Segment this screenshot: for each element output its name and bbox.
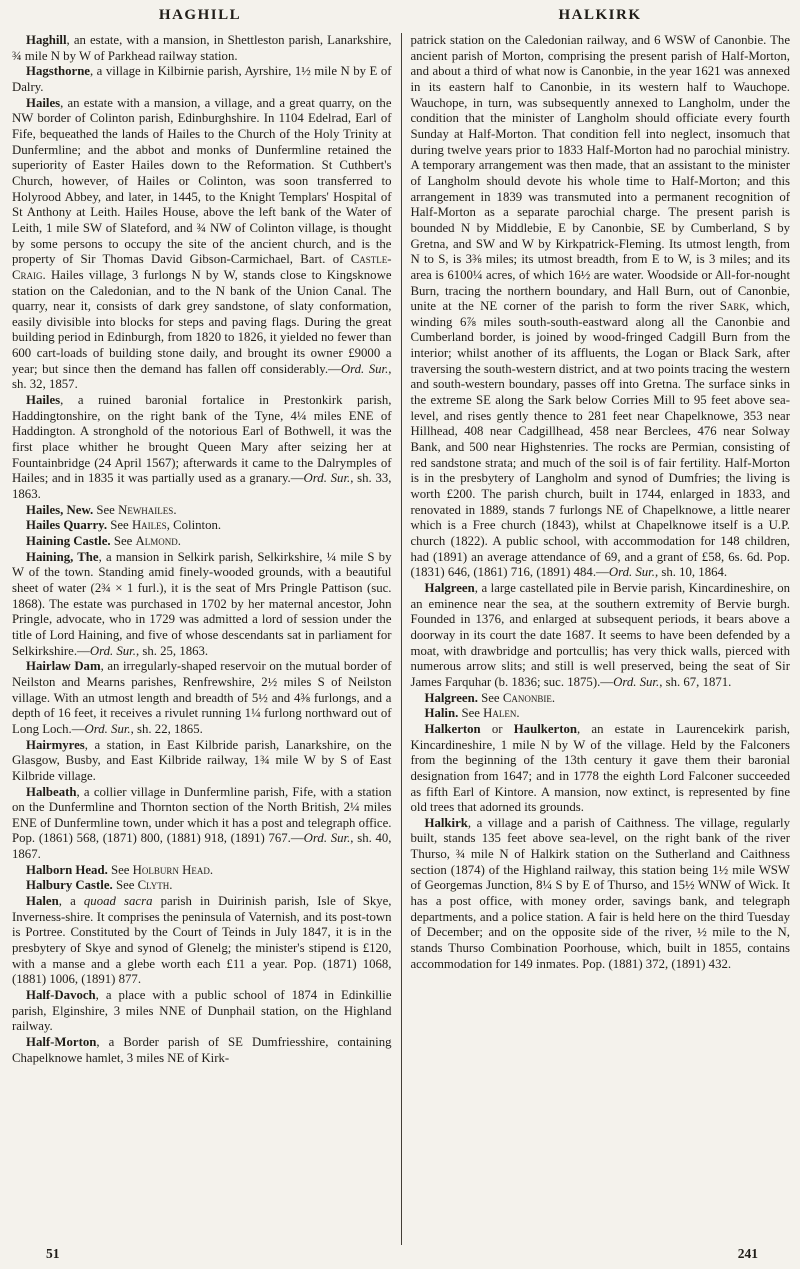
entry-text: See <box>107 518 132 533</box>
running-head-right: HALKIRK <box>558 7 642 23</box>
entry-text: . <box>551 690 556 705</box>
entry-term: Halbeath <box>26 784 77 799</box>
gazetteer-entry <box>12 393 392 503</box>
entry-term: Halin. <box>424 706 459 721</box>
entry-text: . <box>173 502 177 517</box>
entry-citation: Ord. Sur. <box>613 674 660 689</box>
gazetteer-entry <box>12 988 392 1035</box>
entry-citation: Ord. Sur. <box>303 471 351 486</box>
cross-reference: Canonbie <box>502 690 552 705</box>
entry-text: . <box>516 706 520 721</box>
entry-term: Haulkerton <box>513 721 577 736</box>
gazetteer-entry <box>12 1035 392 1066</box>
entry-term: Halborn Head. <box>26 862 108 877</box>
entry-text: , sh. 67, 1871. <box>659 674 732 689</box>
gazetteer-entry <box>12 518 392 534</box>
entry-text: , a village and a parish of Caithness. The village, regularly built, stands 135 feet above sea-level, on the right bank of the river Thurso, ¾ mile N of Halkirk station on the Sutherland and Caithness section (1874) of the Highland railway, this station being 1½ mile WSW of Georgemas Junction, 8¼ S by E of Thurso, and 15½ WNW of Wick. It has a post office, with money order, savings bank, and telegraph departments, and a police station. A fair is held here on the third Tuesday of December; and on the opposite side of the river, ½ mile to the N, stands Thurso Combination Poorhouse, which, built in 1855, contains accommodation for 149 inmates. Pop. (1881) 372, (1891) 432. <box>410 815 790 971</box>
gazetteer-entry <box>411 722 791 816</box>
entry-term: Halkerton <box>424 721 481 736</box>
entry-text: , a ruined baronial fortalice in Prestonkirk parish, Haddingtonshire, on the right bank of the Tyne, 4¼ miles ENE of Haddington. A stronghold of the notorious Earl of Bothwell, it was the first place whither he brought Queen Mary after seizing her at Fountainbridge (24 April 1567); afterwards it came to the Dalrymples of Hailes; and in 1835 it was partially used as a granary.— <box>12 393 392 486</box>
entry-text: , an estate with a mansion, a village, and a great quarry, on the NW border of Colinton parish, Edinburghshire. In 1104 Edelrad, Earl of Fife, bequeathed the lands of Hailes to the Church of the Holy Trinity at Dunfermline; and the abbot and monks of Dunfermline retained the superiority of Easter Hailes down to the Reformation. St Cuthbert's Church, however, of Hailes or Colinton, was soon transferred to Holyrood Abbey, and later, in 1445, to the Knight Templars' Hospital of St Anthony at Leith. Hailes House, above the left bank of the Water of Leith, 1 mile SW of Slateford, and ¾ NW of Colinton village, is thought by some persons to occupy the site of the ancient church, and is the property of Sir Thomas David Gibson-Carmichael, Bart. of <box>12 95 392 267</box>
entry-text: or <box>480 721 514 736</box>
entry-text: , sh. 10, 1864. <box>654 565 728 580</box>
entry-term: Hailes <box>26 393 61 408</box>
gazetteer-entry <box>411 581 791 691</box>
entry-text: See <box>93 502 119 517</box>
entry-text: , Colinton. <box>166 518 222 533</box>
entry-text: , a station, in East Kilbride parish, Lanarkshire, on the Glasgow, Busby, and East Kilbride railway, 1¾ mile W by S of East Kilbride village. <box>12 737 392 783</box>
entry-text: , sh. 22, 1865. <box>130 721 203 736</box>
gazetteer-entry <box>12 659 392 737</box>
entry-term: Hairmyres <box>26 737 85 752</box>
gazetteer-entry <box>12 64 392 95</box>
entry-term: Hailes Quarry. <box>26 518 108 533</box>
cross-reference: Sark <box>719 299 746 314</box>
entry-term: Hagsthorne <box>26 64 90 79</box>
gazetteer-entry <box>12 503 392 519</box>
cross-reference: Newhailes <box>118 502 174 517</box>
entry-text: , an irregularly-shaped reservoir on the mutual border of Neilston and Mearns parishes, Renfrewshire, 2½ miles S of Neilston village. With an utmost length and breadth of 5½ and 4⅜ furlongs, and a depth of 16 feet, it receives a rivulet running 1¼ furlong northward out of Long Loch.— <box>12 659 392 736</box>
gazetteer-entry <box>411 691 791 707</box>
gazetteer-entry <box>411 816 791 973</box>
entry-text: , sh. 33, 1863. <box>12 471 392 502</box>
entry-term: Haining Castle. <box>26 534 111 548</box>
entry-term: Half-Davoch <box>26 988 96 1003</box>
gazetteer-entry <box>12 894 392 988</box>
entry-term: Hairlaw Dam <box>26 659 101 674</box>
cross-reference: Castle-Craig <box>12 252 392 282</box>
cross-reference: Halen <box>483 706 517 721</box>
cross-reference: Hailes <box>131 518 167 533</box>
entry-term: Halgreen. <box>424 690 478 705</box>
entry-citation: Ord. Sur. <box>89 643 136 658</box>
gazetteer-entry <box>12 785 392 863</box>
entry-term: Halkirk <box>424 815 468 830</box>
left-column <box>12 33 401 1245</box>
running-head-left: HAGHILL <box>158 7 242 23</box>
entry-text: See <box>458 706 484 721</box>
entry-text: , a collier village in Dunfermline parish, Fife, with a station on the Dunfermline and Thornton section of the North British, 2¼ miles ENE of Dunfermline town, under which it has a post and telegraph office. Pop. (1861) 568, (1871) 800, (1881) 918, (1891) 767.— <box>12 784 392 846</box>
gazetteer-entry <box>12 96 392 393</box>
entry-text: . <box>177 534 181 548</box>
entry-text: See <box>107 862 133 877</box>
cross-reference: Almond <box>135 534 178 548</box>
entry-citation: Ord. Sur. <box>340 361 389 376</box>
gazetteer-entry <box>12 738 392 785</box>
entry-text: . <box>209 862 214 877</box>
entry-text: patrick station on the Caledonian railway, and 6 WSW of Canonbie. The ancient parish of Morton, comprising the present parish of Half-Morton, and about a third of what now is Canonbie, in the year 1621 was annexed in its eastern half to Canonbie, in its western half to Wauchope. Wauchope, in turn, was subsequently annexed to Langholm, under the condition that the minister of Langholm should officiate every fourth Sunday at Half-Morton. That condition fell into neglect, insomuch that during twelve years prior to 1833 Half-Morton had no parochial ministry. A temporary arrangement was then made, that an assistant to the minister of Langholm should devote his whole time to Half-Morton; and this arrangement in 1839 was transmuted into a permanent recognition of Half-Morton as a separate parochial charge. The present parish is bounded N by Middlebie, E by Canonbie, SE by Cumberland, S by Gretna, and SW and W by Kirkpatrick-Fleming. Its utmost length, from N to S, is 3⅜ miles; its utmost breadth, from E to W, is 3 miles; and its area is 6100¼ acres, of which 16½ are water. Woodside or All-for-nought Burn, tracing the northern boundary, and Hall Burn, out of Canonbie, unite at the NE corner of the parish to form the river <box>410 33 790 314</box>
entry-text: , a mansion in Selkirk parish, Selkirkshire, ¼ mile S by W of the town. Standing amid finely-wooded grounds, with a beautiful sheet of water (2¾ × 1 furl.), it is the seat of Mrs Pringle Pattison (suc. 1868). The estate was purchased in 1702 by her maternal ancestor, John Pringle, advocate, who in 1729 was admitted a lord of session under the title of Lord Haining, and five of whose descendants sat in parliament for Selkirkshire.— <box>12 549 392 658</box>
entry-citation: quoad sacra <box>83 894 153 909</box>
entry-text: , an estate, with a mansion, in Shettleston parish, Lanarkshire, ¾ mile N by W of Parkhead railway station. <box>12 33 392 63</box>
entry-text: , a <box>58 894 84 909</box>
gazetteer-entry <box>12 534 392 550</box>
entry-citation: Ord. Sur. <box>303 831 351 846</box>
cross-reference: Clyth <box>137 878 170 893</box>
text-columns <box>12 33 790 1245</box>
entry-text: , a Border parish of SE Dumfriesshire, containing Chapelknowe hamlet, 3 miles NE of Kirk- <box>12 1035 392 1065</box>
entry-term: Hailes, New. <box>26 502 94 517</box>
entry-text: , an estate in Laurencekirk parish, Kincardineshire, 1 mile N by W of the village. Held by the Falconers from the beginning of the 13th century it gave them their baronial designation from 1647; and in 1778 the eighth Lord Falconer succeeded as fifth Earl of Kintore. A mansion, now extinct, is represented by fine old trees that adorned its grounds. <box>410 721 790 815</box>
running-heads <box>0 0 800 24</box>
entry-text: , sh. 32, 1857. <box>12 361 392 392</box>
entry-text: parish in Duirinish parish, Isle of Skye, Inverness-shire. It comprises the peninsula of Vaternish, and its post-town is Portree. Constituted by the Court of Teinds in July 1847, it is in the presbytery of Skye and synod of Glenelg; the minister's stipend is £120, with a manse and a glebe worth each £11 a year. Pop. (1871) 1068, (1881) 1006, (1891) 877. <box>12 894 392 987</box>
right-column <box>402 33 791 1245</box>
page-number-left: 51 <box>46 1246 60 1261</box>
entry-text: See <box>477 690 503 705</box>
entry-text: , sh. 40, 1867. <box>12 831 392 862</box>
entry-text: , a place with a public school of 1874 in Edinkillie parish, Elginshire, 3 miles NNE of Dunphail station, on the Highland railway. <box>12 988 392 1034</box>
entry-text: . <box>169 878 173 893</box>
entry-term: Haghill <box>26 33 67 47</box>
entry-text: , sh. 25, 1863. <box>135 643 209 658</box>
entry-text: , a village in Kilbirnie parish, Ayrshire, 1½ mile N by E of Dalry. <box>12 64 392 94</box>
gazetteer-entry-continuation <box>411 33 791 581</box>
entry-text: . Hailes village, 3 furlongs N by W, stands close to Kingsknowe station on the Caledonian, and to the N bank of the Union Canal. The quarry, near it, consists of dark grey sandstone, of slaty conformation, easily divisible into blocks for steps and paving flags. During the great building period in Edinburgh, from 1820 to 1826, it yielded no fewer than 600 cart-loads of building stone daily, and brought its owner £9000 a year; but since then the demand has fallen off considerably.— <box>12 267 392 376</box>
entry-text: , which, winding 6⅞ miles south-south-eastward along all the Canonbie and Cumberland border, is joined by wood-fringed Cadgill Burn from the interior; whilst another of its affluents, the Logan or Black Sark, after traversing the south-western district, and at two points tracing the western and south-western boundary, passes off into Gretna. The surface sinks in the extreme SE along the Sark below Corries Mill to 95 feet above sea-level, and rises gently thence to 281 feet near Chapelknowe, 353 near Hillhead, 408 near Cadgillhead, 458 near Berclees, 476 near Solway Bank, and 500 near Highstenries. The rocks are Permian, consisting of red sandstone strata; and much of the soil is of fair fertility. Half-Morton is in the presbytery of Langholm and synod of Dumfries; the living is worth £200. The parish church, built in 1744, enlarged in 1833, and renovated in 1889, stands 7 furlongs NE of Chapelknowe, a little nearer which is a Free church (1843), whilst at Chapelknowe itself is a U.P. church (1822). A public school, with accommodation for 148 children, had (1891) an average attendance of 69, and a grant of £58, 6s. 6d. Pop. (1831) 646, (1861) 716, (1891) 484.— <box>410 299 790 580</box>
gazetteer-entry <box>12 550 392 660</box>
gazetteer-entry <box>12 33 392 64</box>
cross-reference: Holburn Head <box>132 862 210 877</box>
entry-term: Halen <box>26 894 59 909</box>
entry-citation: Ord. Sur. <box>84 721 131 736</box>
page-number-right: 241 <box>737 1246 758 1261</box>
entry-text: , a large castellated pile in Bervie parish, Kincardineshire, on an eminence near the sea, at the southern extremity of Bervie burgh. Founded in 1376, and enlarged at subsequent periods, it bears above a doorway in its court the date 1687. It seems to have been defended by a moat, with drawbridge and portcullis; has very thick walls, pierced with numerous arrow slits; and still is well preserved, being the seat of Sir James Farquhar (b. 1836; suc. 1875).— <box>410 580 790 689</box>
entry-citation: Ord. Sur. <box>608 565 655 580</box>
gazetteer-entry <box>411 706 791 722</box>
entry-term: Half-Morton <box>26 1035 97 1049</box>
gazetteer-entry <box>12 878 392 894</box>
entry-text: See <box>110 534 136 548</box>
entry-term: Haining, The <box>26 549 99 564</box>
entry-text: See <box>112 878 138 893</box>
entry-term: Halgreen <box>424 580 475 595</box>
entry-term: Halbury Castle. <box>26 878 113 893</box>
gazetteer-entry <box>12 863 392 879</box>
entry-term: Hailes <box>26 95 61 110</box>
